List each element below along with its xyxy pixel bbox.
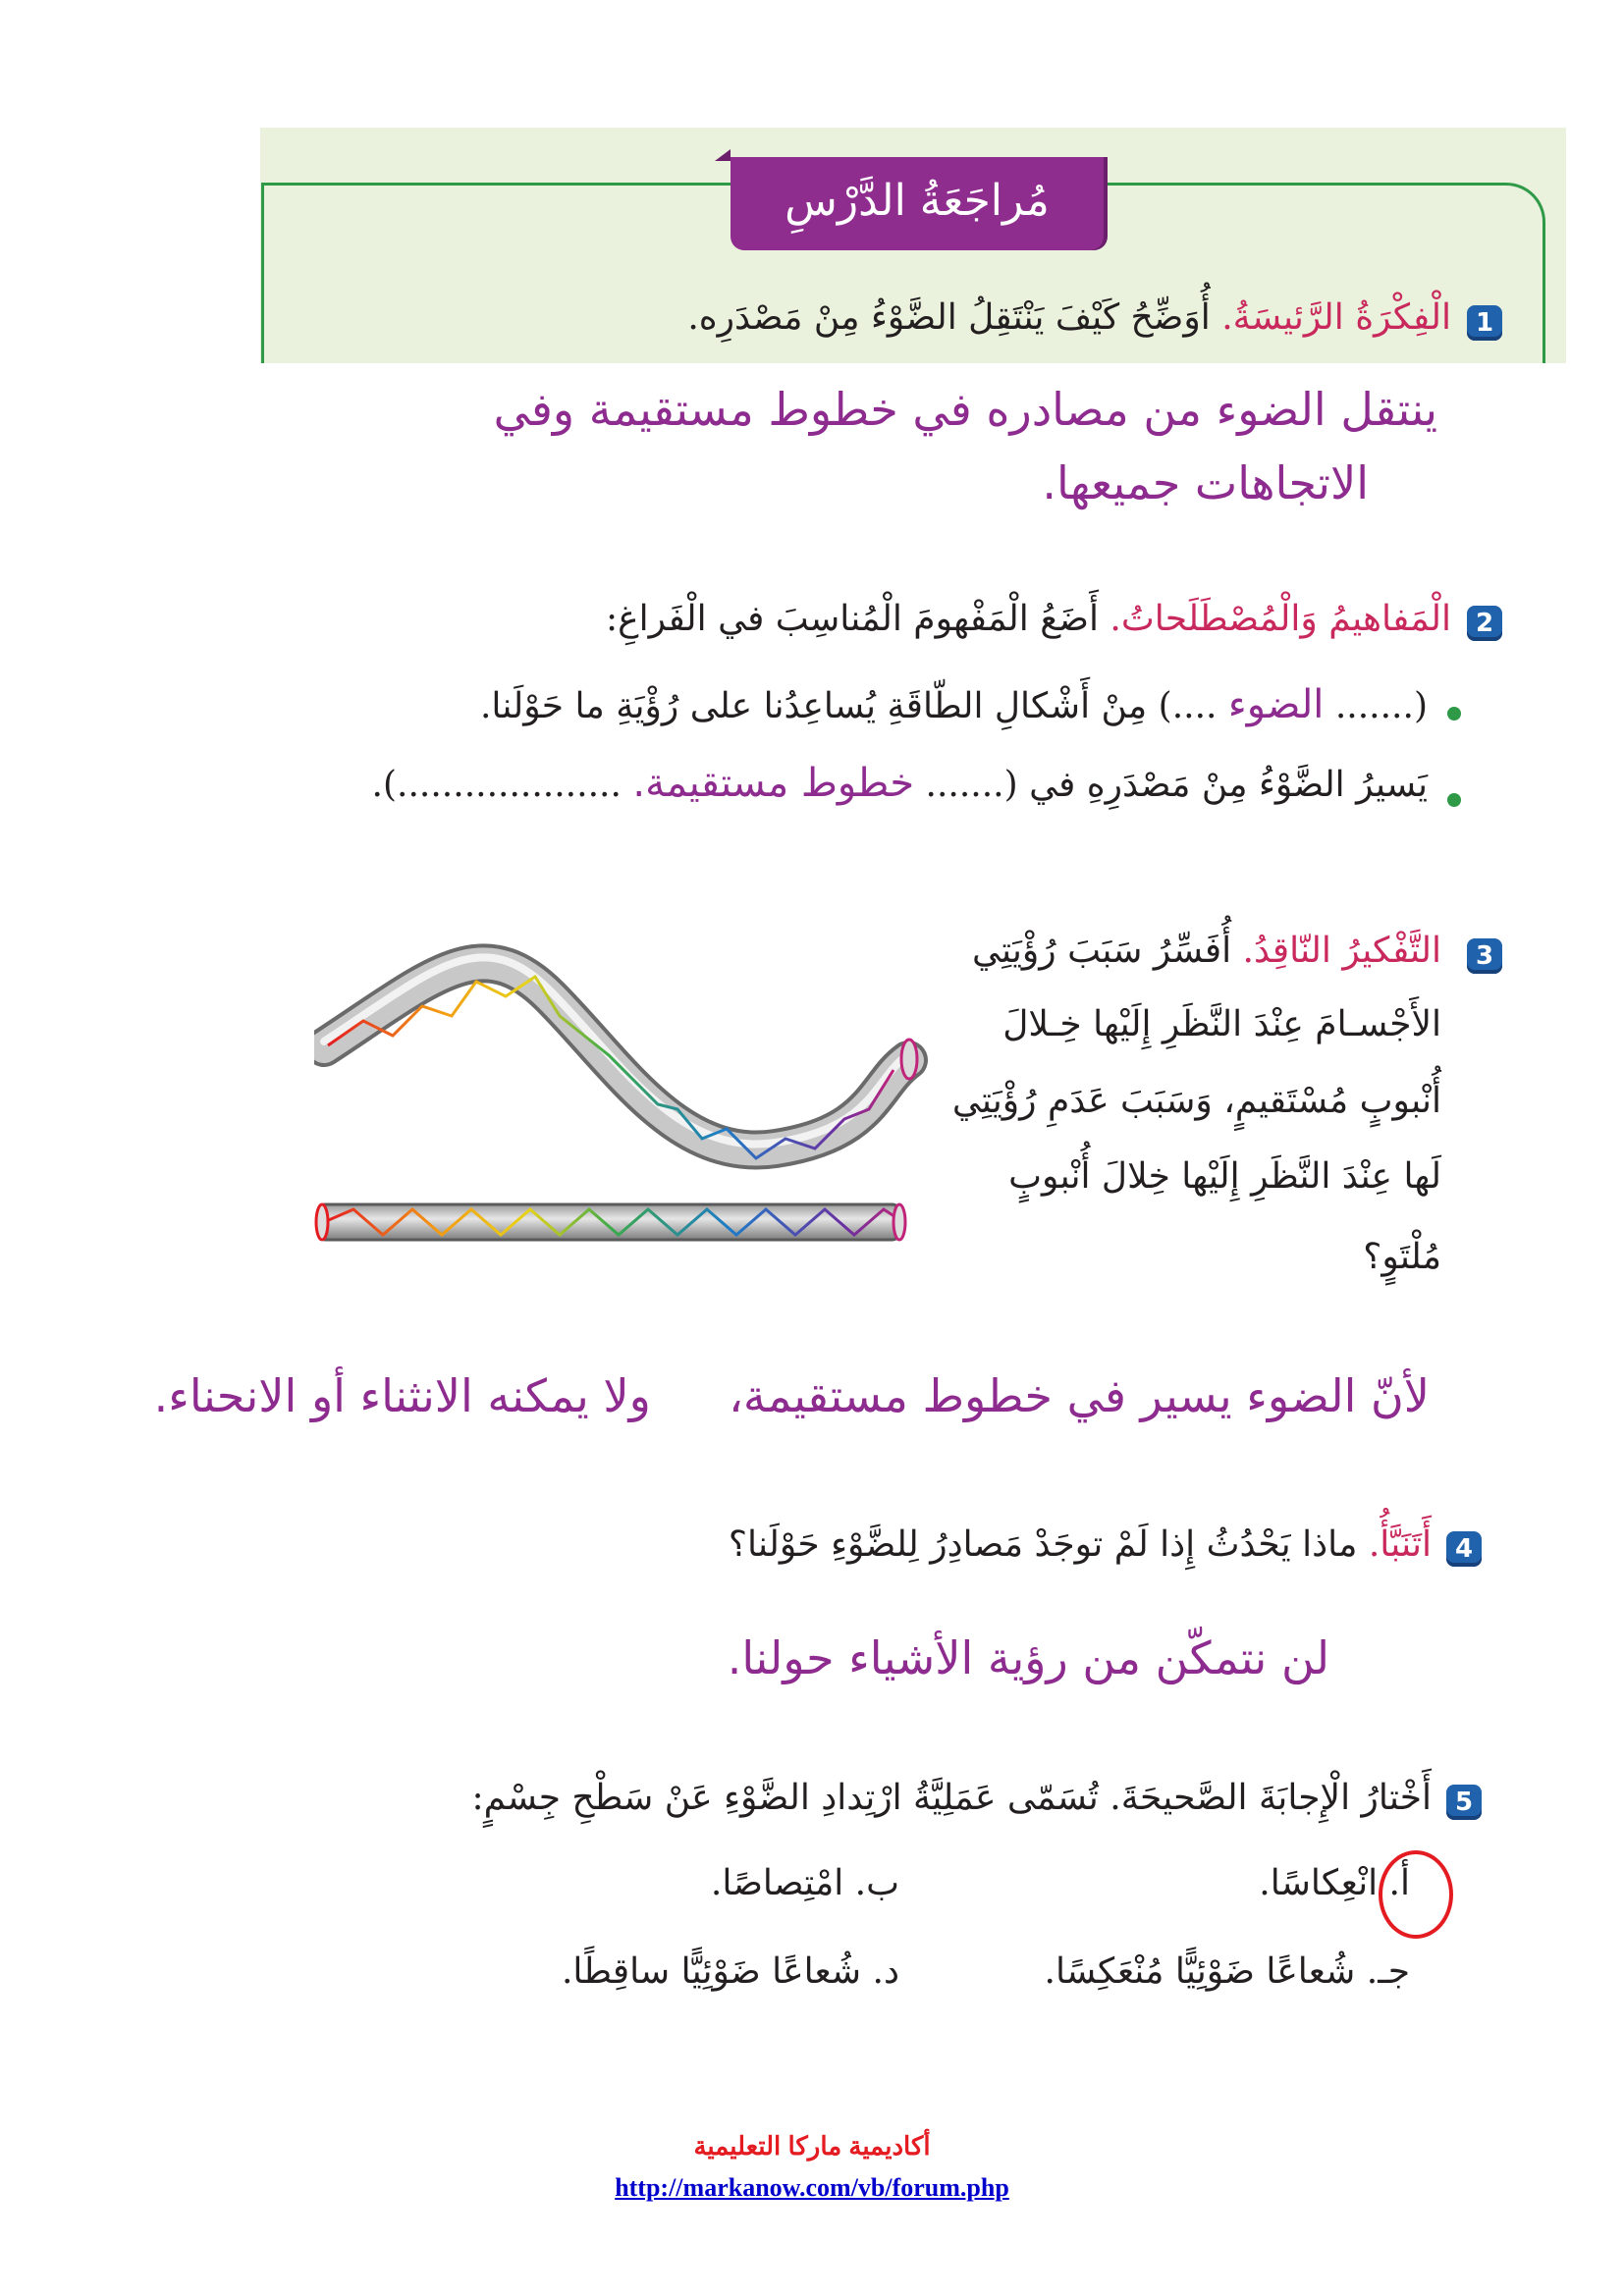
q5-option-a[interactable]: أ. انْعِكاسًا.: [1259, 1863, 1410, 1903]
question-number-3: 3: [1467, 938, 1502, 974]
q2-item1-answer: الضوء: [1227, 682, 1325, 727]
question-5: [472, 1778, 1433, 1818]
bullet-icon: [1447, 707, 1461, 721]
q3-line-4: لَها عِنْدَ النَّظَرِ إِلَيْها خِلالَ أُنْبوبٍ: [1008, 1156, 1441, 1197]
light-tubes-illustration: [314, 937, 933, 1261]
question-2: [606, 599, 1451, 639]
q3-line1-text: أُفَسِّرُ سَبَبَ رُؤْيَتِي: [971, 931, 1232, 971]
q2-item2-after: ....................).: [371, 765, 622, 805]
q3-answer-part2: ولا يمكنه الانثناء أو الانحناء.: [153, 1369, 651, 1422]
lesson-review-title: مُراجَعَةُ الدَّرْسِ: [731, 157, 1104, 250]
q3-answer-part1: لأنّ الضوء يسير في خطوط مستقيمة،: [729, 1369, 1430, 1422]
q4-text: ماذا يَحْدُثُ إِذا لَمْ توجَدْ مَصادِرُ لِلضَّوْءِ حَوْلَنا؟: [728, 1524, 1358, 1565]
q3-line-5: مُلْتَوٍ؟: [1363, 1237, 1441, 1277]
q2-item-2: [372, 761, 1428, 806]
curved-tube: [324, 957, 917, 1158]
q2-item2-answer: خطوط مستقيمة.: [632, 761, 915, 806]
q2-label: الْمَفاهيمُ وَالْمُصْطَلَحاتُ.: [1110, 599, 1451, 639]
q5-option-d[interactable]: د. شُعاعًا ضَوْئِيًّا ساقِطًا.: [561, 1951, 899, 1992]
q2-item2-before: يَسيرُ الضَّوْءُ مِنْ مَصْدَرِهِ في (.......: [925, 765, 1428, 805]
question-number-4: 4: [1446, 1531, 1482, 1567]
straight-tube: [316, 1204, 905, 1240]
q5-text: تُسَمّى عَمَلِيَّةُ ارْتِدادِ الضَّوْءِ عَنْ سَطْحِ جِسْمٍ:: [471, 1778, 1099, 1818]
q4-answer: لن نتمكّن من رؤية الأشياء حولنا.: [727, 1631, 1329, 1684]
q2-item1-before: (.......: [1334, 686, 1428, 726]
q5-option-c[interactable]: جـ. شُعاعًا ضَوْئِيًّا مُنْعَكِسًا.: [1044, 1951, 1410, 1992]
q3-label: التَّفْكيرُ النّاقِدُ.: [1242, 931, 1441, 971]
q5-option-b[interactable]: ب. امْتِصاصًا.: [710, 1863, 899, 1903]
q4-label: أَتَنَبَّأُ.: [1368, 1524, 1432, 1565]
header-tab-fold: [715, 149, 731, 161]
question-1: [687, 297, 1451, 338]
question-4: [729, 1524, 1432, 1565]
q3-line-2: الأَجْسـامَ عِنْدَ النَّظَرِ إِلَيْها خِـلالَ: [1002, 1004, 1441, 1044]
q1-answer-line1: ينتقل الضوء من مصادره في خطوط مستقيمة وفي: [493, 383, 1437, 436]
answer-highlight-circle: [1379, 1850, 1453, 1939]
q3-answer: [154, 1369, 1430, 1422]
footer-link[interactable]: http://markanow.com/vb/forum.php: [615, 2173, 1009, 2202]
question-number-5: 5: [1446, 1785, 1482, 1820]
q5-label: أَخْتارُ الْإِجابَةَ الصَّحيحَةَ.: [1110, 1778, 1432, 1818]
q3-line-1: [972, 931, 1441, 971]
q1-label: الْفِكْرَةُ الرَّئيسَةُ.: [1221, 297, 1451, 338]
q1-text: أُوَضِّحُ كَيْفَ يَنْتَقِلُ الضَّوْءُ مِنْ مَصْدَرِه.: [687, 297, 1211, 338]
q1-answer-line2: الاتجاهات جميعها.: [1042, 456, 1369, 509]
question-number-1: 1: [1467, 305, 1502, 341]
q2-text: أَضَعُ الْمَفْهومَ الْمُناسِبَ في الْفَراغِ:: [605, 599, 1099, 639]
question-number-2: 2: [1467, 606, 1502, 641]
q2-item1-after: ....) مِنْ أَشْكالِ الطّاقَةِ يُساعِدُنا على رُؤْيَةِ ما حَوْلَنا.: [479, 686, 1218, 726]
footer-academy-name: أكاديمية ماركا التعليمية: [693, 2131, 931, 2161]
bullet-icon: [1447, 793, 1461, 807]
q2-item-1: [480, 682, 1428, 727]
q3-line-3: أُنْبوبٍ مُسْتَقيمٍ، وَسَبَبَ عَدَمِ رُؤْيَتِي: [951, 1081, 1441, 1121]
